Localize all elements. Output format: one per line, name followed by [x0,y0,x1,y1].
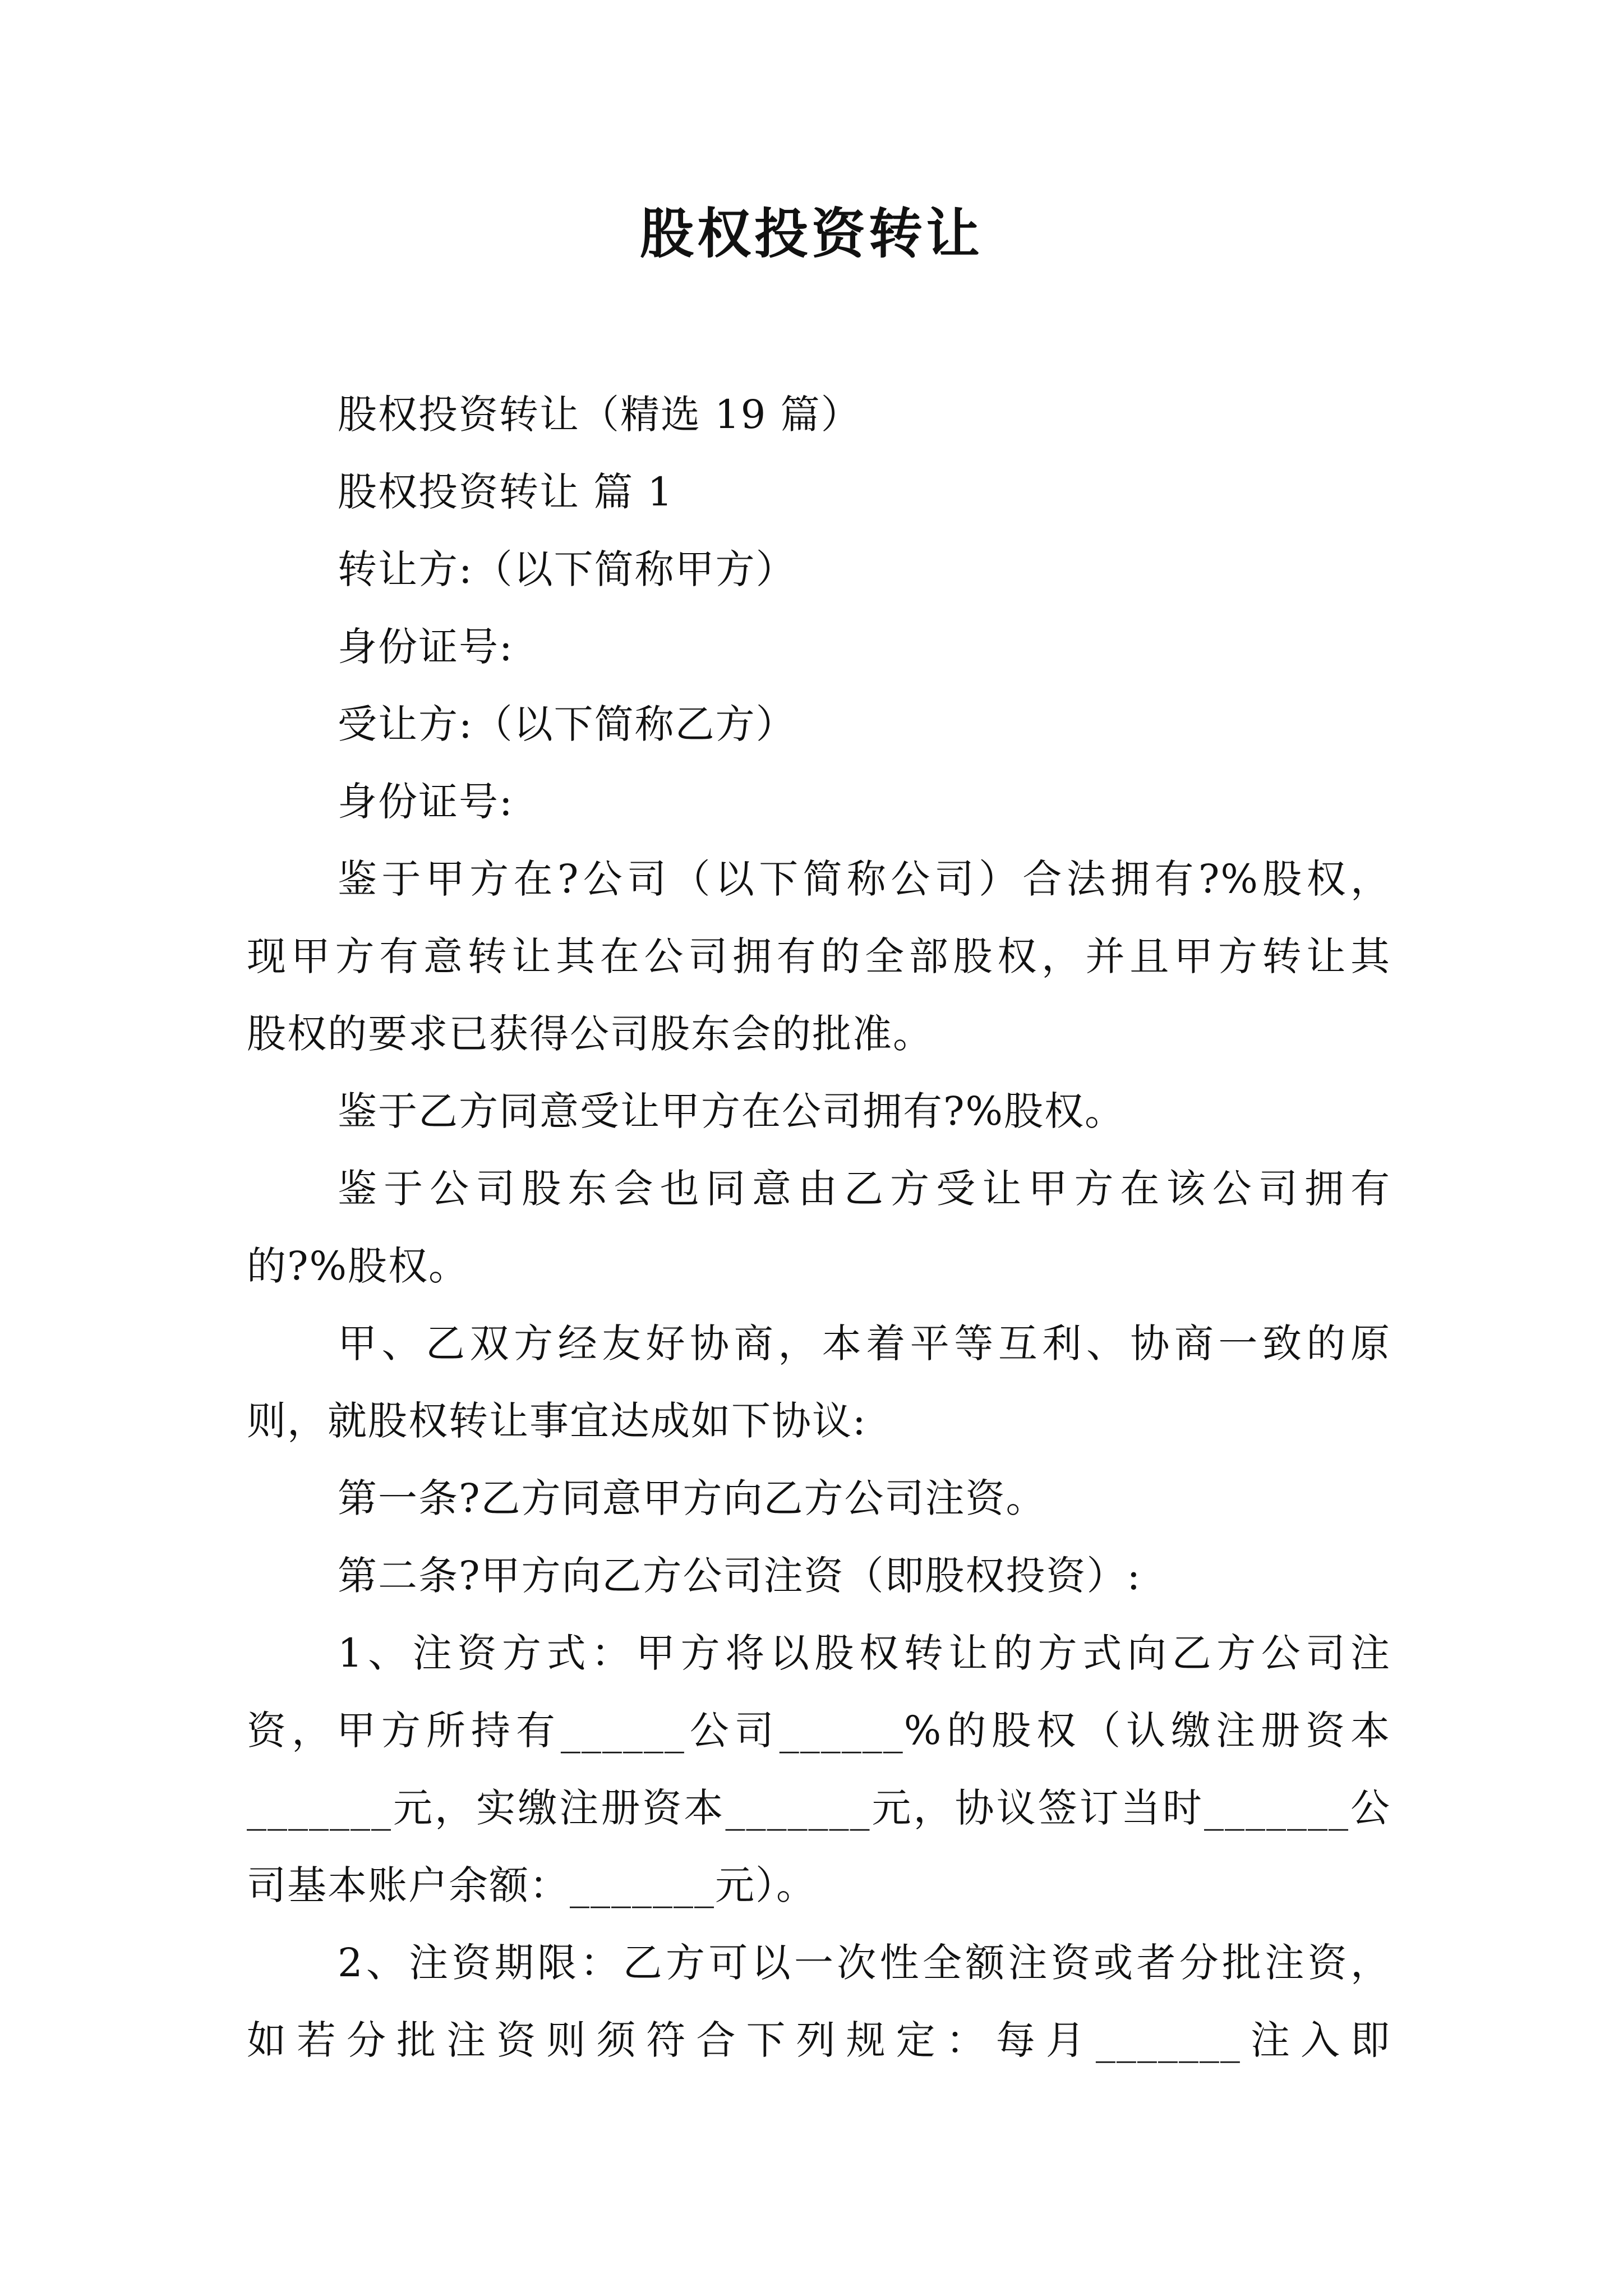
body-line-21: 2、注资期限：乙方可以一次性全额注资或者分批注资， [338,1940,1391,1986]
body-line-6: 身份证号: [338,779,514,825]
body-line-14: 则，就股权转让事宜达成如下协议: [247,1398,867,1444]
body-line-16: 第二条?甲方向乙方公司注资（即股权投资）: [338,1553,1142,1599]
body-line-15: 第一条?乙方同意甲方向乙方公司注资。 [338,1475,1046,1521]
document-title: 股权投资转让 [640,202,983,265]
body-line-11: 鉴于公司股东会也同意由乙方受让甲方在该公司拥有 [338,1166,1391,1212]
body-line-18: 资，甲方所持有______公司______%的股权（认缴注册资本 [247,1708,1391,1754]
body-line-3: 转让方:（以下简称甲方） [338,546,796,592]
body-line-9: 股权的要求已获得公司股东会的批准。 [247,1011,933,1057]
body-line-12: 的?%股权。 [247,1243,469,1289]
body-line-10: 鉴于乙方同意受让甲方在公司拥有?%股权。 [338,1088,1126,1134]
body-line-19: _______元，实缴注册资本_______元，协议签订当时_______公 [247,1785,1391,1831]
body-line-7: 鉴于甲方在?公司（以下简称公司）合法拥有?%股权， [338,856,1391,902]
body-line-17: 1、注资方式：甲方将以股权转让的方式向乙方公司注 [338,1630,1391,1676]
body-line-4: 身份证号: [338,624,514,670]
body-line-1: 股权投资转让（精选 19 篇） [338,392,861,438]
body-line-13: 甲、乙双方经友好协商，本着平等互利、协商一致的原 [338,1320,1391,1366]
body-line-5: 受让方:（以下简称乙方） [338,701,796,747]
body-line-2: 股权投资转让 篇 1 [338,469,674,515]
body-line-20: 司基本账户余额：_______元）。 [247,1862,817,1908]
document-body [247,376,1391,2079]
body-line-22: 如若分批注资则须符合下列规定：每月_______注入即 [247,2017,1391,2063]
body-line-8: 现甲方有意转让其在公司拥有的全部股权，并且甲方转让其 [247,933,1391,979]
